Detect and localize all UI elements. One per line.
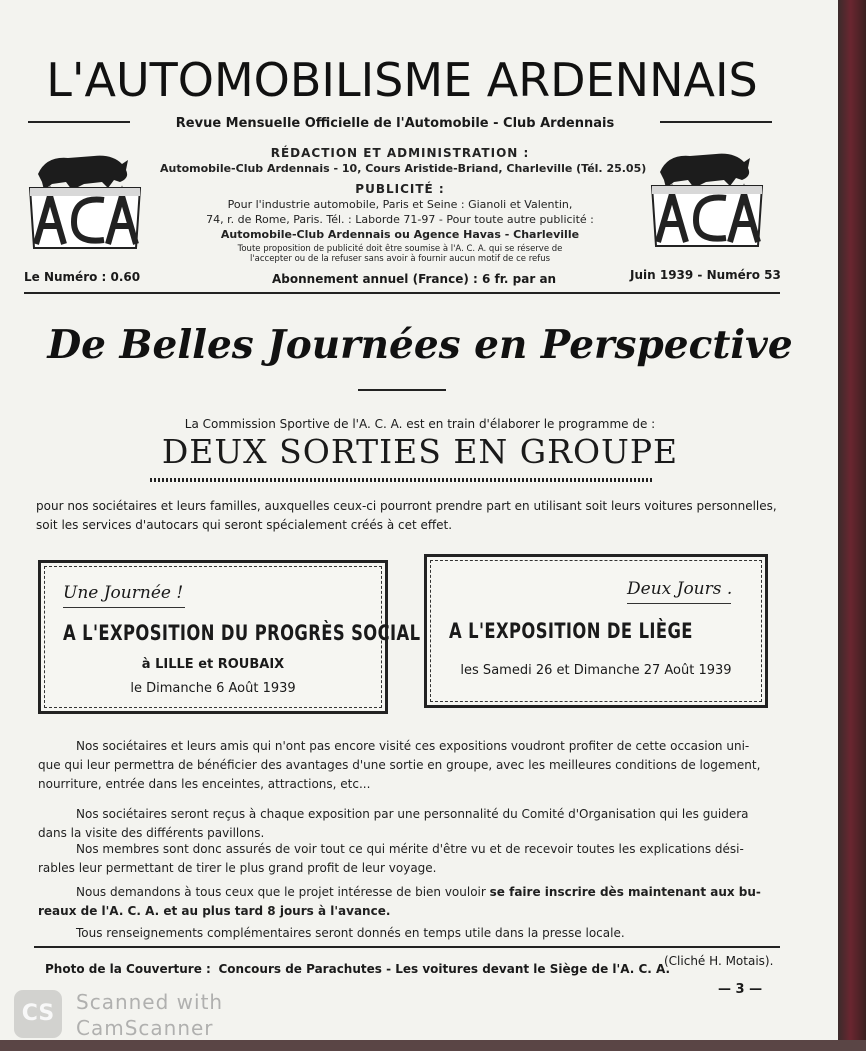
scan-bottom-edge [0,1040,866,1051]
box-lille-script: Une Journée ! [63,583,184,603]
paragraph-3-line-1: Nos membres sont donc assurés de voir tout ce qui mérite d'être vu et de recevoir toutes les explications dési- [76,842,744,856]
header-bottom-rule [24,292,780,294]
caption-label: Photo de la Couverture : [45,962,211,976]
intro-text: La Commission Sportive de l'A. C. A. est en train d'élaborer le programme de : [184,417,656,431]
box-lille-script-rule [63,607,185,608]
publicite-line-2: 74, r. de Rome, Paris. Tél. : Laborde 71-97 - Pour toute autre publicité : [206,213,594,226]
publicite-line-1: Pour l'industrie automobile, Paris et Seine : Gianoli et Valentin, [227,198,573,211]
masthead-subtitle: Revue Mensuelle Officielle de l'Automobile - Club Ardennais [175,116,615,131]
paragraph-4-plain: Nous demandons à tous ceux que le projet intéresse de bien vouloir [76,885,486,899]
paragraph-1-line-2: que qui leur permettra de bénéficier des avantages d'une sortie en groupe, avec les meilleures conditions de logement, [38,758,761,772]
masthead-rule-left [28,121,130,123]
aca-logo-left [24,144,146,256]
subscription-price: Abonnement annuel (France) : 6 fr. par an [272,272,557,286]
cover-photo-caption [45,962,670,976]
camscanner-badge-text: CS [21,1001,55,1026]
box-lille-title: A L'EXPOSITION DU PROGRÈS SOCIAL [63,621,421,645]
paragraph-4-bold: se faire inscrire dès maintenant aux bu- [489,885,761,899]
article-headline: De Belles Journées en Perspective [47,322,793,368]
box-lille-subtitle: à LILLE et ROUBAIX [141,657,285,672]
watermark-line-2: CamScanner [76,1016,214,1040]
publicite-line-3: Automobile-Club Ardennais ou Agence Havas - Charleville [220,228,580,241]
paragraph-1-line-3: nourriture, entrée dans les enceintes, attractions, etc... [38,777,371,791]
box-liege-date: les Samedi 26 et Dimanche 27 Août 1939 [460,663,732,678]
camscanner-logo [14,990,62,1038]
lead-line-1: pour nos sociétaires et leurs familles, auxquelles ceux-ci pourront prendre part en utilisant soit leurs voitures personnelles, [36,499,777,513]
trip-box-lille [38,560,421,714]
aca-logo-right [646,142,768,254]
redaction-address: Automobile-Club Ardennais - 10, Cours Aristide-Briand, Charleville (Tél. 25.05) [160,162,647,175]
box-liege-title: A L'EXPOSITION DE LIÈGE [449,619,693,643]
masthead-title: L'AUTOMOBILISME ARDENNAIS [46,53,758,107]
paragraph-5-line-1: Tous renseignements complémentaires seront donnés en temps utile dans la presse locale. [76,926,625,940]
masthead-rule-right [660,121,772,123]
caption-text: Concours de Parachutes - Les voitures devant le Siège de l'A. C. A. [218,962,671,976]
page-number: — 3 — [718,982,763,997]
binding-edge [838,0,866,1051]
box-liege-script-rule [627,603,731,604]
footer-rule [34,946,780,948]
paragraph-4-line-1 [76,883,761,902]
trip-box-liege [424,554,768,708]
big-title: DEUX SORTIES EN GROUPE [161,432,679,471]
issue-price: Le Numéro : 0.60 [24,270,141,284]
headline-underline [358,389,446,391]
publicite-fine-print-1: Toute proposition de publicité doit être soumise à l'A. C. A. qui se réserve de [237,244,563,254]
box-lille-date: le Dimanche 6 Août 1939 [130,681,296,696]
paragraph-3-line-2: rables leur permettant de tirer le plus grand profit de leur voyage. [38,861,437,875]
paragraph-2-line-2: dans la visite des différents pavillons. [38,826,265,840]
box-liege-script: Deux Jours . [627,579,733,599]
publicite-heading: PUBLICITÉ : [355,182,445,196]
paragraph-1-line-1: Nos sociétaires et leurs amis qui n'ont pas encore visité ces expositions voudront profiter de cette occasion uni- [76,739,750,753]
redaction-heading: RÉDACTION ET ADMINISTRATION : [270,146,530,160]
paragraph-4-line-2: reaux de l'A. C. A. et au plus tard 8 jours à l'avance. [38,904,391,918]
big-title-dotted-rule [150,478,652,482]
caption-credit: (Cliché H. Motais). [664,954,774,968]
watermark-line-1: Scanned with [76,990,224,1014]
issue-date-number: Juin 1939 - Numéro 53 [630,268,781,282]
publicite-fine-print-2: l'accepter ou de la refuser sans avoir à fournir aucun motif de ce refus [249,254,551,264]
paragraph-2-line-1: Nos sociétaires seront reçus à chaque exposition par une personnalité du Comité d'Organisation qui les guidera [76,807,749,821]
lead-line-2: soit les services d'autocars qui seront spécialement créés à cet effet. [36,518,453,532]
